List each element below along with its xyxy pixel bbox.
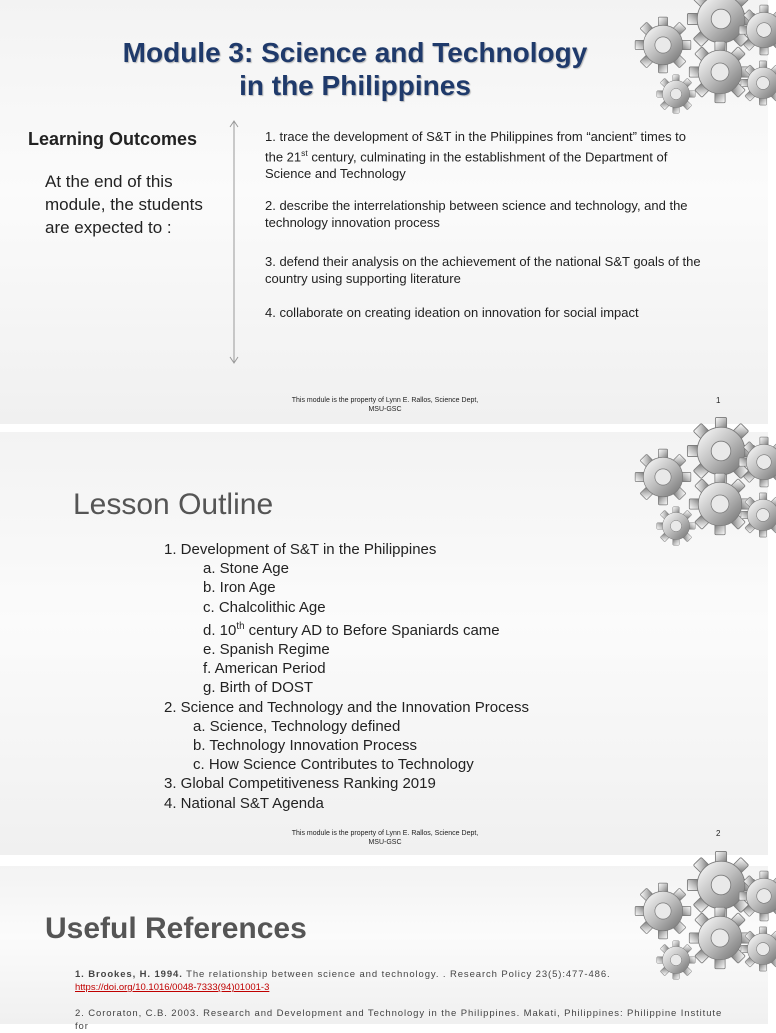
reference-2-text: 2003. Research and Development and Technology in the Philippines. Makati, Philippines: Philippine Institute for xyxy=(75,1008,723,1032)
slide-1-title xyxy=(0,36,710,102)
outcome-4: 4. collaborate on creating ideation on innovation for social impact xyxy=(265,305,639,320)
outline-subitem-d-sup: th xyxy=(236,620,245,632)
outline-item: 4. National S&T Agenda xyxy=(164,794,324,812)
outline-subitem: c. How Science Contributes to Technology xyxy=(193,756,474,774)
lesson-outline-list xyxy=(164,540,529,813)
outline-item: 3. Global Competitiveness Ranking 2019 xyxy=(164,775,436,793)
outcome-2: 2. describe the interrelationship between science and technology, and the technology innovation process xyxy=(265,198,688,230)
outcome-1-text-end: century, culminating in the establishment of the Department of Science and Technology xyxy=(265,149,668,182)
slide-1-footer-line1: This module is the property of Lynn E. Rallos, Science Dept, xyxy=(291,397,479,404)
slide-1-title-line1: Module 3: Science and Technology xyxy=(122,37,588,68)
slide-1 xyxy=(0,0,768,424)
outline-subitem: f. American Period xyxy=(203,660,326,678)
outline-subitem: c. Chalcolithic Age xyxy=(203,598,326,616)
learning-outcomes-intro: At the end of this module, the students are expected to : xyxy=(45,172,203,237)
slide-1-page-number: 1 xyxy=(716,396,721,405)
learning-outcomes-heading: Learning Outcomes xyxy=(28,129,198,149)
reference-1-text: The relationship between science and technology. . Research Policy 23(5):477-486. xyxy=(182,969,611,980)
lesson-outline-title: Lesson Outline xyxy=(73,488,274,521)
reference-2 xyxy=(75,1007,725,1033)
reference-1-author: 1. Brookes, H. 1994. xyxy=(75,969,183,980)
outcome-3: 3. defend their analysis on the achievement of the national S&T goals of the country using supporting literature xyxy=(265,254,701,286)
slide-1-title-line2: in the Philippines xyxy=(239,70,471,101)
reference-2-author: 2. Cororaton, C.B. xyxy=(75,1008,168,1019)
reference-1 xyxy=(75,968,725,994)
outline-subitem: b. Iron Age xyxy=(203,579,276,597)
outline-subitem: a. Science, Technology defined xyxy=(193,717,401,735)
slide-2 xyxy=(0,432,768,855)
slide-2-page-number: 2 xyxy=(716,829,721,838)
slide-2-footer-line1: This module is the property of Lynn E. Rallos, Science Dept, xyxy=(291,830,479,837)
outcome-1-text: 1. trace the development of S&T in the Philippines from “ancient” times to the 21 xyxy=(265,129,687,165)
slide-2-footer xyxy=(270,829,500,847)
slide-3 xyxy=(0,866,768,1032)
outcome-1-sup: st xyxy=(301,148,308,158)
outline-subitem-d-end: century AD to Before Spaniards came xyxy=(244,621,500,639)
outcome-1 xyxy=(265,128,705,182)
gears-decoration xyxy=(626,860,776,982)
reference-1-doi-link[interactable]: https://doi.org/10.1016/0048-7333(94)01001-3 xyxy=(75,982,270,993)
outline-subitem: g. Birth of DOST xyxy=(203,679,314,697)
outline-item: 1. Development of S&T in the Philippines xyxy=(164,541,437,558)
double-arrow-divider xyxy=(228,120,240,364)
outline-subitem-d: d. 10 xyxy=(203,621,237,639)
slide-1-footer xyxy=(270,396,500,414)
slide-2-footer-line2: MSU-GSC xyxy=(368,839,402,846)
outline-subitem xyxy=(164,617,529,640)
outline-subitem: a. Stone Age xyxy=(203,560,289,578)
slide-1-footer-line2: MSU-GSC xyxy=(368,406,402,413)
outline-subitem: b. Technology Innovation Process xyxy=(193,737,418,755)
outline-subitem: e. Spanish Regime xyxy=(203,641,330,659)
outline-item: 2. Science and Technology and the Innovation Process xyxy=(164,698,529,716)
useful-references-title: Useful References xyxy=(45,912,307,945)
gears-decoration xyxy=(626,426,776,548)
